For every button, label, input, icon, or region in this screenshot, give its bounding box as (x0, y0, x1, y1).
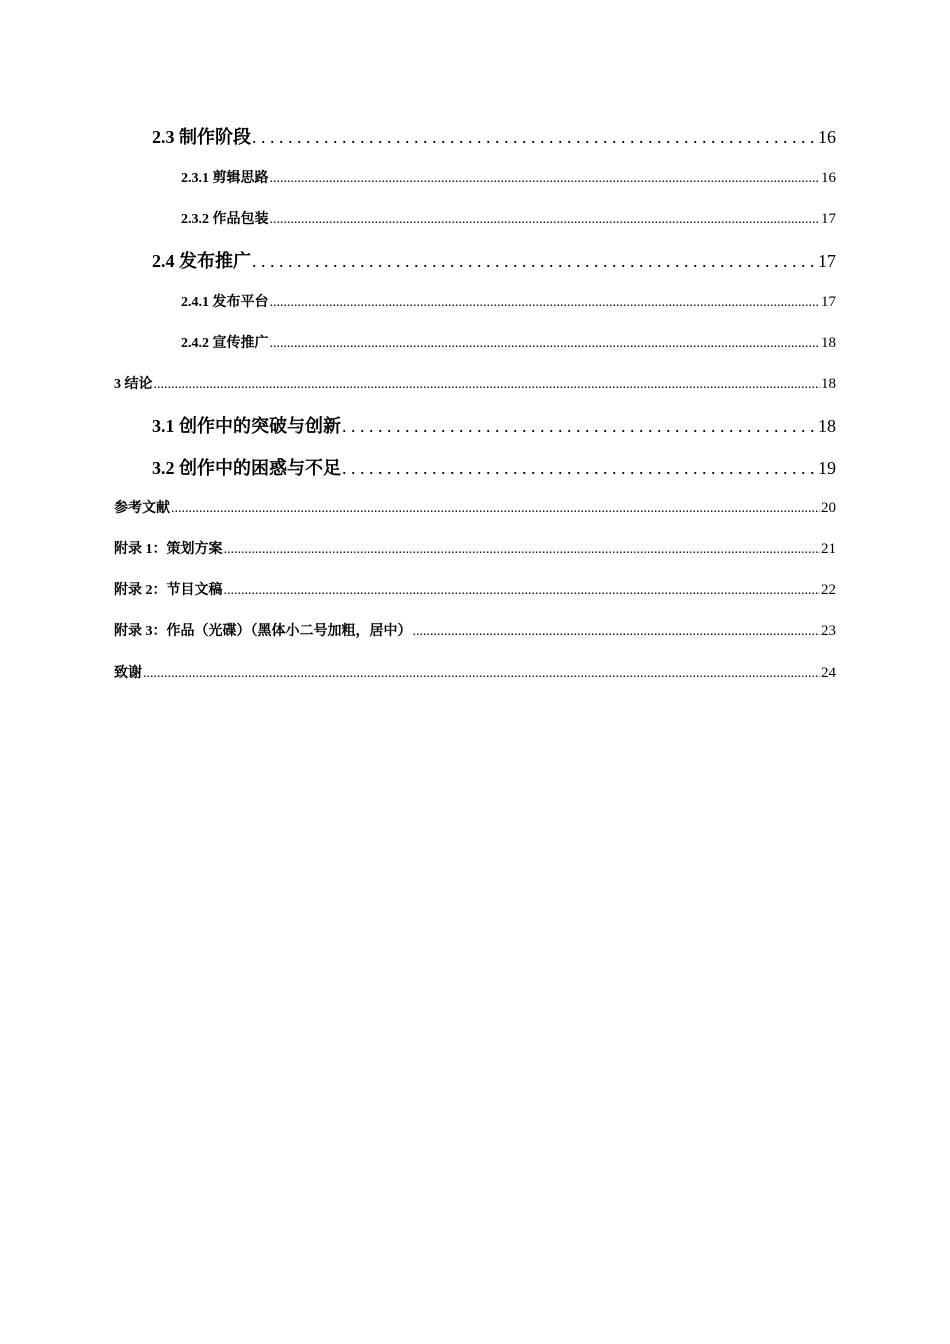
dot-leader (270, 336, 821, 352)
toc-entry-appendix-3[interactable] (114, 620, 836, 640)
toc-entry-label: 2.3.2 作品包装 (181, 212, 269, 227)
toc-entry-page: 19 (818, 458, 836, 478)
toc-entry-label: 3.1 创作中的突破与创新 (152, 416, 341, 436)
toc-entry-label: 2.4.2 宣传推广 (181, 336, 269, 351)
toc-entry-acknowledgements[interactable] (114, 662, 836, 682)
toc-entry-page: 18 (821, 335, 836, 351)
toc-entry-2-3-2[interactable] (181, 208, 836, 228)
dot-leader (270, 171, 821, 187)
toc-entry-2-4[interactable] (152, 247, 836, 271)
dot-leader (154, 377, 821, 393)
toc-entry-references[interactable] (114, 497, 836, 517)
toc-entry-3-2[interactable] (152, 454, 836, 478)
dot-leader (252, 127, 817, 148)
toc-entry-label: 2.4 发布推广 (152, 251, 251, 271)
toc-entry-page: 17 (818, 251, 836, 271)
toc-entry-page: 17 (821, 211, 836, 227)
toc-entry-3[interactable] (114, 373, 836, 393)
toc-entry-label: 3 结论 (114, 377, 153, 392)
toc-entry-appendix-2[interactable] (114, 579, 836, 599)
toc-entry-label: 附录 1：策划方案 (114, 542, 223, 557)
toc-entry-page: 16 (818, 127, 836, 147)
toc-entry-2-4-1[interactable] (181, 291, 836, 311)
dot-leader (224, 583, 821, 599)
toc-entry-label: 致谢 (114, 666, 142, 681)
toc-entry-page: 23 (821, 623, 836, 639)
toc-entry-appendix-1[interactable] (114, 538, 836, 558)
toc-entry-3-1[interactable] (152, 412, 836, 436)
toc-entry-page: 22 (821, 582, 836, 598)
toc-entry-label: 3.2 创作中的困惑与不足 (152, 458, 341, 478)
dot-leader (342, 416, 817, 437)
dot-leader (413, 624, 821, 640)
toc-entry-page: 16 (821, 170, 836, 186)
dot-leader (270, 212, 821, 228)
toc-entry-2-3-1[interactable] (181, 167, 836, 187)
toc-entry-page: 18 (818, 416, 836, 436)
toc-entry-label: 2.3.1 剪辑思路 (181, 171, 269, 186)
toc-entry-page: 24 (821, 665, 836, 681)
toc-entry-page: 20 (821, 500, 836, 516)
dot-leader (143, 666, 820, 682)
dot-leader (270, 295, 821, 311)
toc-entry-page: 17 (821, 294, 836, 310)
toc-entry-page: 21 (821, 541, 836, 557)
toc-entry-label: 参考文献 (114, 501, 170, 516)
toc-entry-label: 2.3 制作阶段 (152, 127, 251, 147)
dot-leader (252, 251, 817, 272)
dot-leader (171, 501, 820, 517)
toc-entry-page: 18 (821, 376, 836, 392)
toc-entry-2-4-2[interactable] (181, 332, 836, 352)
toc-entry-2-3[interactable] (152, 123, 836, 147)
dot-leader (342, 458, 817, 479)
toc-entry-label: 附录 3：作品（光碟）（黑体小二号加粗，居中） (114, 624, 412, 639)
dot-leader (224, 542, 821, 558)
toc-entry-label: 附录 2：节目文稿 (114, 583, 223, 598)
toc-entry-label: 2.4.1 发布平台 (181, 295, 269, 310)
